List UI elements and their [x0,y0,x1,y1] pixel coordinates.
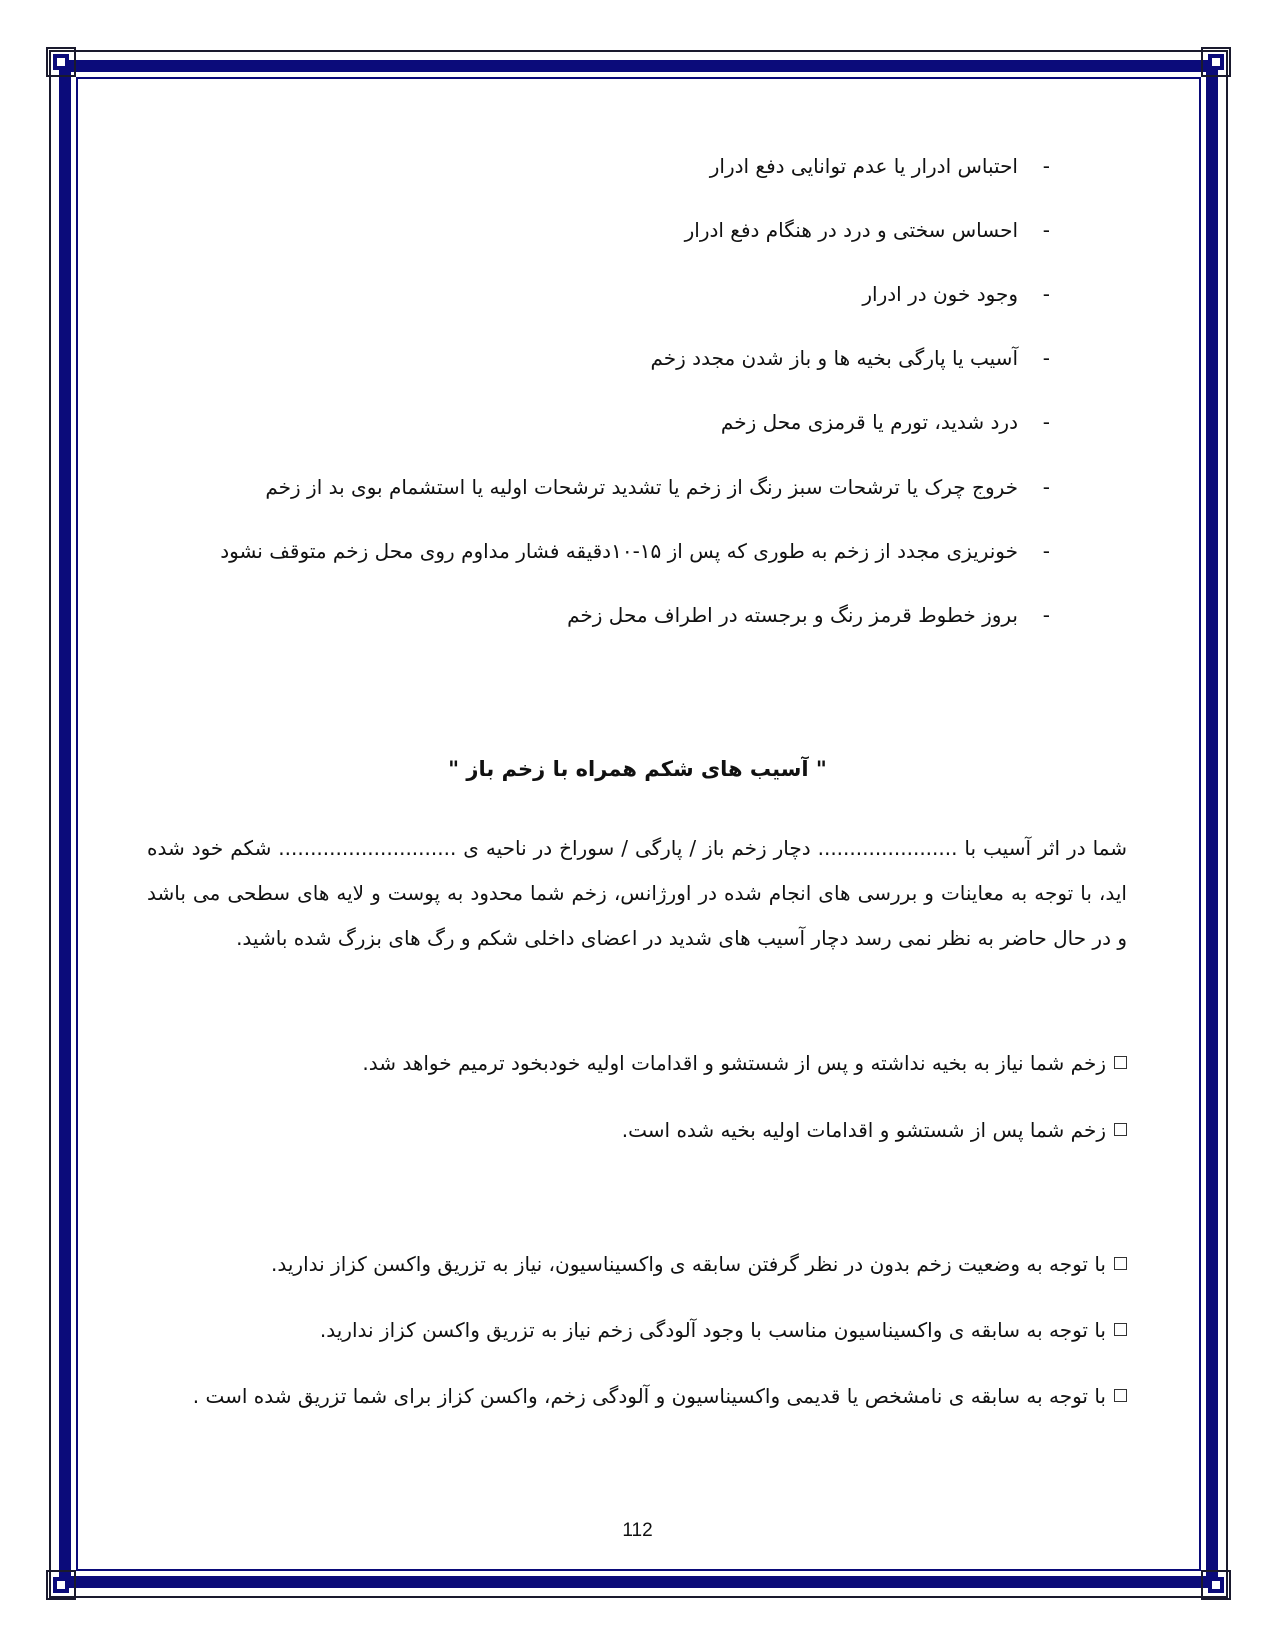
list-dash: - [1042,282,1050,306]
list-item-text: درد شدید، تورم یا قرمزی محل زخم [720,410,1018,434]
checkbox-option [127,1315,1127,1345]
checkbox-label: زخم شما پس از شستشو و اقدامات اولیه بخیه شده است. [621,1118,1106,1142]
checkbox-icon[interactable] [1114,1323,1127,1336]
checkbox-icon[interactable] [1114,1056,1127,1069]
list-item-text: وجود خون در ادرار [862,282,1018,306]
warning-list-item [170,472,1050,502]
list-dash: - [1042,154,1050,178]
checkbox-option [127,1115,1127,1145]
list-dash: - [1042,346,1050,370]
warning-list-item [170,343,1050,373]
checkbox-label: زخم شما نیاز به بخیه نداشته و پس از شستشو و اقدامات اولیه خودبخود ترمیم خواهد شد. [362,1051,1106,1075]
checkbox-label: با توجه به وضعیت زخم بدون در نظر گرفتن سابقه ی واکسیناسیون، نیاز به تزریق واکسن کزاز ندارید. [270,1252,1106,1276]
list-dash: - [1042,539,1050,563]
body-paragraph: شما در اثر آسیب با ...................... دچار زخم باز / پارگی / سوراخ در ناحیه ی ............................ شکم خود شده اید، با توجه به معاینات و بررسی های انجام شده در اورژانس، زخم شما محدود به پوست و لایه های سطحی می باشد و در حال حاضر به نظر نمی رسد دچار آسیب های شدید در اعضای داخلی شکم و رگ های بزرگ شده باشید. [147,836,1127,950]
checkbox-label: با توجه به سابقه ی واکسیناسیون مناسب با وجود آلودگی زخم نیاز به تزریق واکسن کزاز ندارید. [319,1318,1106,1342]
warning-list-item [170,407,1050,437]
checkbox-icon[interactable] [1114,1257,1127,1270]
list-dash: - [1042,475,1050,499]
page-number: 112 [622,1520,653,1541]
warning-list-item [170,151,1050,181]
list-item-text: آسیب یا پارگی بخیه ها و باز شدن مجدد زخم [650,346,1018,370]
list-dash: - [1042,410,1050,434]
warning-list-item [170,536,1050,566]
checkbox-icon[interactable] [1114,1123,1127,1136]
list-dash: - [1042,218,1050,242]
warning-list-item [170,215,1050,245]
list-dash: - [1042,603,1050,627]
checkbox-option [127,1048,1127,1078]
checkbox-label: با توجه به سابقه ی نامشخص یا قدیمی واکسیناسیون و آلودگی زخم، واکسن کزاز برای شما تزریق شده است . [192,1384,1106,1408]
checkbox-option [127,1381,1127,1411]
section-heading: " آسیب های شکم همراه با زخم باز " [448,757,827,781]
checkbox-icon[interactable] [1114,1389,1127,1402]
list-item-text: خونریزی مجدد از زخم به طوری که پس از ۱۵-۱۰دقیقه فشار مداوم روی محل زخم متوقف نشود [220,539,1018,563]
list-item-text: خروج چرک یا ترشحات سبز رنگ از زخم یا تشدید ترشحات اولیه یا استشمام بوی بد از زخم [265,475,1018,499]
warning-list-item [170,600,1050,630]
checkbox-option [127,1249,1127,1279]
warning-list-item [170,279,1050,309]
list-item-text: احتباس ادرار یا عدم توانایی دفع ادرار [709,154,1018,178]
list-item-text: بروز خطوط قرمز رنگ و برجسته در اطراف محل زخم [567,603,1018,627]
list-item-text: احساس سختی و درد در هنگام دفع ادرار [684,218,1018,242]
